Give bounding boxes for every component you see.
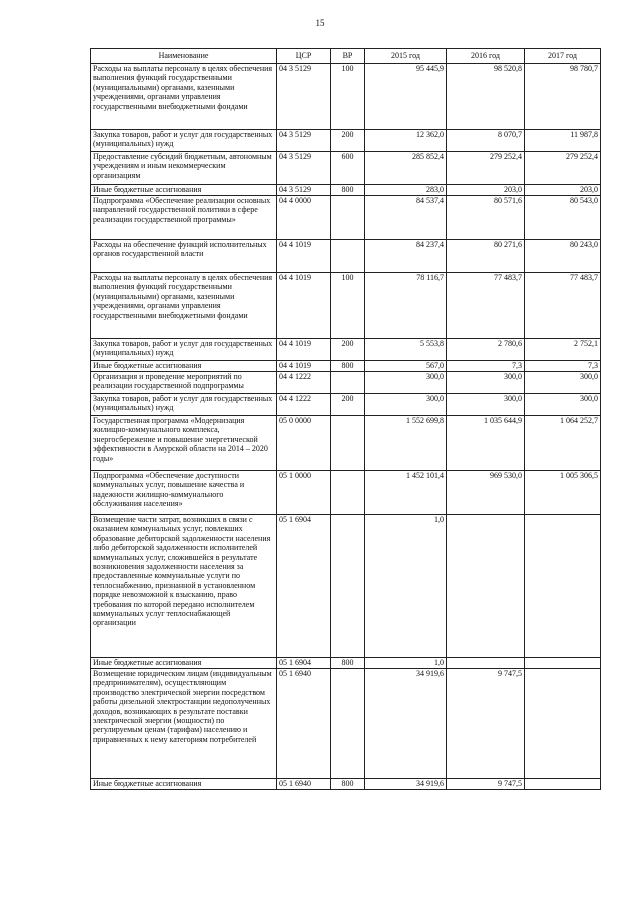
cell-2016: 8 070,7 bbox=[447, 130, 525, 152]
cell-2017 bbox=[525, 669, 601, 779]
header-2015: 2015 год bbox=[365, 49, 447, 64]
table-row bbox=[91, 361, 601, 372]
table-row bbox=[91, 394, 601, 416]
cell-2015: 95 445,9 bbox=[365, 64, 447, 130]
cell-name: Возмещение части затрат, возникших в связи с оказанием коммунальных услуг, повлекших образование дебиторской задолженности населения либо дебиторской задолженности исполнителей коммунальных услуг, сложившейся в результате возникновения задолженности населения за предоставленные коммунальные услуги по теплоснабжению, признанной в установленном порядке невозможной к взысканию, право требования по которой передано исполнителем коммунальных услуг теплоснабжающей организации bbox=[91, 515, 277, 658]
cell-name: Закупка товаров, работ и услуг для государственных (муниципальных) нужд bbox=[91, 394, 277, 416]
cell-csr: 05 1 6940 bbox=[277, 779, 331, 790]
cell-2015: 84 237,4 bbox=[365, 240, 447, 273]
cell-name: Иные бюджетные ассигнования bbox=[91, 185, 277, 196]
cell-name: Иные бюджетные ассигнования bbox=[91, 361, 277, 372]
cell-2017: 80 243,0 bbox=[525, 240, 601, 273]
cell-2017: 11 987,8 bbox=[525, 130, 601, 152]
cell-csr: 05 1 6904 bbox=[277, 515, 331, 658]
cell-csr: 04 4 1019 bbox=[277, 240, 331, 273]
table-row bbox=[91, 339, 601, 361]
cell-2016: 80 271,6 bbox=[447, 240, 525, 273]
cell-2016: 9 747,5 bbox=[447, 669, 525, 779]
header-2017: 2017 год bbox=[525, 49, 601, 64]
cell-csr: 04 3 5129 bbox=[277, 64, 331, 130]
cell-vr bbox=[331, 416, 365, 471]
cell-2015: 300,0 bbox=[365, 372, 447, 394]
table-body bbox=[91, 64, 601, 790]
cell-2016: 300,0 bbox=[447, 372, 525, 394]
header-csr: ЦСР bbox=[277, 49, 331, 64]
cell-csr: 05 1 6940 bbox=[277, 669, 331, 779]
cell-csr: 04 4 1222 bbox=[277, 372, 331, 394]
cell-vr bbox=[331, 196, 365, 240]
cell-name: Подпрограмма «Обеспечение реализации основных направлений государственной политики в сфере реализации государственной программы» bbox=[91, 196, 277, 240]
cell-2015: 12 362,0 bbox=[365, 130, 447, 152]
table-row bbox=[91, 669, 601, 779]
cell-2015: 34 919,6 bbox=[365, 779, 447, 790]
cell-2017: 1 064 252,7 bbox=[525, 416, 601, 471]
cell-name: Иные бюджетные ассигнования bbox=[91, 779, 277, 790]
cell-2015: 78 116,7 bbox=[365, 273, 447, 339]
cell-2017: 2 752,1 bbox=[525, 339, 601, 361]
cell-2017: 80 543,0 bbox=[525, 196, 601, 240]
cell-csr: 04 4 1019 bbox=[277, 273, 331, 339]
cell-csr: 05 0 0000 bbox=[277, 416, 331, 471]
table-row bbox=[91, 240, 601, 273]
cell-2015: 300,0 bbox=[365, 394, 447, 416]
cell-name: Государственная программа «Модернизация жилищно-коммунального комплекса, энергосбережение и повышение энергетической эффективности в Амурской области на 2014 – 2020 годы» bbox=[91, 416, 277, 471]
cell-name: Иные бюджетные ассигнования bbox=[91, 658, 277, 669]
cell-2017: 279 252,4 bbox=[525, 152, 601, 185]
table-row bbox=[91, 152, 601, 185]
table-header bbox=[91, 49, 601, 64]
cell-csr: 04 4 1019 bbox=[277, 339, 331, 361]
cell-csr: 05 1 0000 bbox=[277, 471, 331, 515]
cell-2017: 300,0 bbox=[525, 394, 601, 416]
cell-2016: 203,0 bbox=[447, 185, 525, 196]
cell-2016: 279 252,4 bbox=[447, 152, 525, 185]
cell-vr: 800 bbox=[331, 779, 365, 790]
table-row bbox=[91, 372, 601, 394]
cell-2016: 9 747,5 bbox=[447, 779, 525, 790]
cell-vr: 200 bbox=[331, 130, 365, 152]
cell-2015: 1,0 bbox=[365, 515, 447, 658]
cell-2017 bbox=[525, 779, 601, 790]
cell-2015: 283,0 bbox=[365, 185, 447, 196]
cell-2017: 1 005 306,5 bbox=[525, 471, 601, 515]
cell-name: Закупка товаров, работ и услуг для государственных (муниципальных) нужд bbox=[91, 339, 277, 361]
cell-vr: 800 bbox=[331, 185, 365, 196]
cell-csr: 04 4 1222 bbox=[277, 394, 331, 416]
cell-2017 bbox=[525, 515, 601, 658]
cell-2016: 7,3 bbox=[447, 361, 525, 372]
table-row bbox=[91, 515, 601, 658]
header-row bbox=[91, 49, 601, 64]
cell-csr: 04 3 5129 bbox=[277, 130, 331, 152]
cell-vr bbox=[331, 669, 365, 779]
cell-name: Расходы на обеспечение функций исполнительных органов государственной власти bbox=[91, 240, 277, 273]
cell-2015: 1 452 101,4 bbox=[365, 471, 447, 515]
cell-2016: 98 520,8 bbox=[447, 64, 525, 130]
cell-2016: 77 483,7 bbox=[447, 273, 525, 339]
table-row bbox=[91, 658, 601, 669]
table-row bbox=[91, 130, 601, 152]
cell-2017: 7,3 bbox=[525, 361, 601, 372]
cell-2016 bbox=[447, 515, 525, 658]
header-name: Наименование bbox=[91, 49, 277, 64]
header-2016: 2016 год bbox=[447, 49, 525, 64]
cell-2015: 285 852,4 bbox=[365, 152, 447, 185]
cell-2017: 300,0 bbox=[525, 372, 601, 394]
cell-2015: 34 919,6 bbox=[365, 669, 447, 779]
table-row bbox=[91, 416, 601, 471]
header-vr: ВР bbox=[331, 49, 365, 64]
cell-2017 bbox=[525, 658, 601, 669]
cell-vr bbox=[331, 515, 365, 658]
cell-vr: 100 bbox=[331, 64, 365, 130]
cell-2015: 567,0 bbox=[365, 361, 447, 372]
table-row bbox=[91, 779, 601, 790]
cell-vr: 800 bbox=[331, 658, 365, 669]
budget-table bbox=[90, 48, 601, 790]
cell-vr: 800 bbox=[331, 361, 365, 372]
cell-2017: 77 483,7 bbox=[525, 273, 601, 339]
cell-name: Предоставление субсидий бюджетным, автономным учреждениям и иным некоммерческим организациям bbox=[91, 152, 277, 185]
cell-csr: 04 3 5129 bbox=[277, 152, 331, 185]
cell-name: Закупка товаров, работ и услуг для государственных (муниципальных) нужд bbox=[91, 130, 277, 152]
table-row bbox=[91, 196, 601, 240]
table-row bbox=[91, 471, 601, 515]
cell-name: Подпрограмма «Обеспечение доступности коммунальных услуг, повышение качества и надежности жилищно-коммунального обслуживания населения» bbox=[91, 471, 277, 515]
cell-vr: 100 bbox=[331, 273, 365, 339]
cell-vr bbox=[331, 372, 365, 394]
cell-2015: 1,0 bbox=[365, 658, 447, 669]
table-row bbox=[91, 273, 601, 339]
cell-2015: 1 552 699,8 bbox=[365, 416, 447, 471]
cell-name: Расходы на выплаты персоналу в целях обеспечения выполнения функций государственными (муниципальными) органами, казенными учреждениями, органами управления государственными внебюджетными фондами bbox=[91, 273, 277, 339]
cell-vr: 600 bbox=[331, 152, 365, 185]
table-row bbox=[91, 64, 601, 130]
table-row bbox=[91, 185, 601, 196]
cell-2016: 1 035 644,9 bbox=[447, 416, 525, 471]
cell-vr: 200 bbox=[331, 339, 365, 361]
cell-2016: 300,0 bbox=[447, 394, 525, 416]
page-number: 15 bbox=[315, 18, 325, 28]
cell-2016: 80 571,6 bbox=[447, 196, 525, 240]
cell-csr: 04 4 0000 bbox=[277, 196, 331, 240]
cell-2016: 2 780,6 bbox=[447, 339, 525, 361]
cell-name: Организация и проведение мероприятий по реализации государственной подпрограммы bbox=[91, 372, 277, 394]
cell-2015: 5 553,8 bbox=[365, 339, 447, 361]
cell-vr: 200 bbox=[331, 394, 365, 416]
cell-2016: 969 530,0 bbox=[447, 471, 525, 515]
cell-2015: 84 537,4 bbox=[365, 196, 447, 240]
cell-vr bbox=[331, 240, 365, 273]
cell-csr: 04 3 5129 bbox=[277, 185, 331, 196]
cell-vr bbox=[331, 471, 365, 515]
cell-2017: 203,0 bbox=[525, 185, 601, 196]
cell-csr: 04 4 1019 bbox=[277, 361, 331, 372]
cell-name: Возмещение юридическим лицам (индивидуальным предпринимателям), осуществляющим производство электрической энергии посредством работы дизельной электростанции недополученных доходов, возникающих в результате поставки электрической энергии (мощности) по регулируемым ценам (тарифам) населению и приравненных к нему категориям потребителей bbox=[91, 669, 277, 779]
cell-name: Расходы на выплаты персоналу в целях обеспечения выполнения функций государственными (муниципальными) органами, казенными учреждениями, органами управления государственными внебюджетными фондами bbox=[91, 64, 277, 130]
cell-2016 bbox=[447, 658, 525, 669]
cell-2017: 98 780,7 bbox=[525, 64, 601, 130]
cell-csr: 05 1 6904 bbox=[277, 658, 331, 669]
